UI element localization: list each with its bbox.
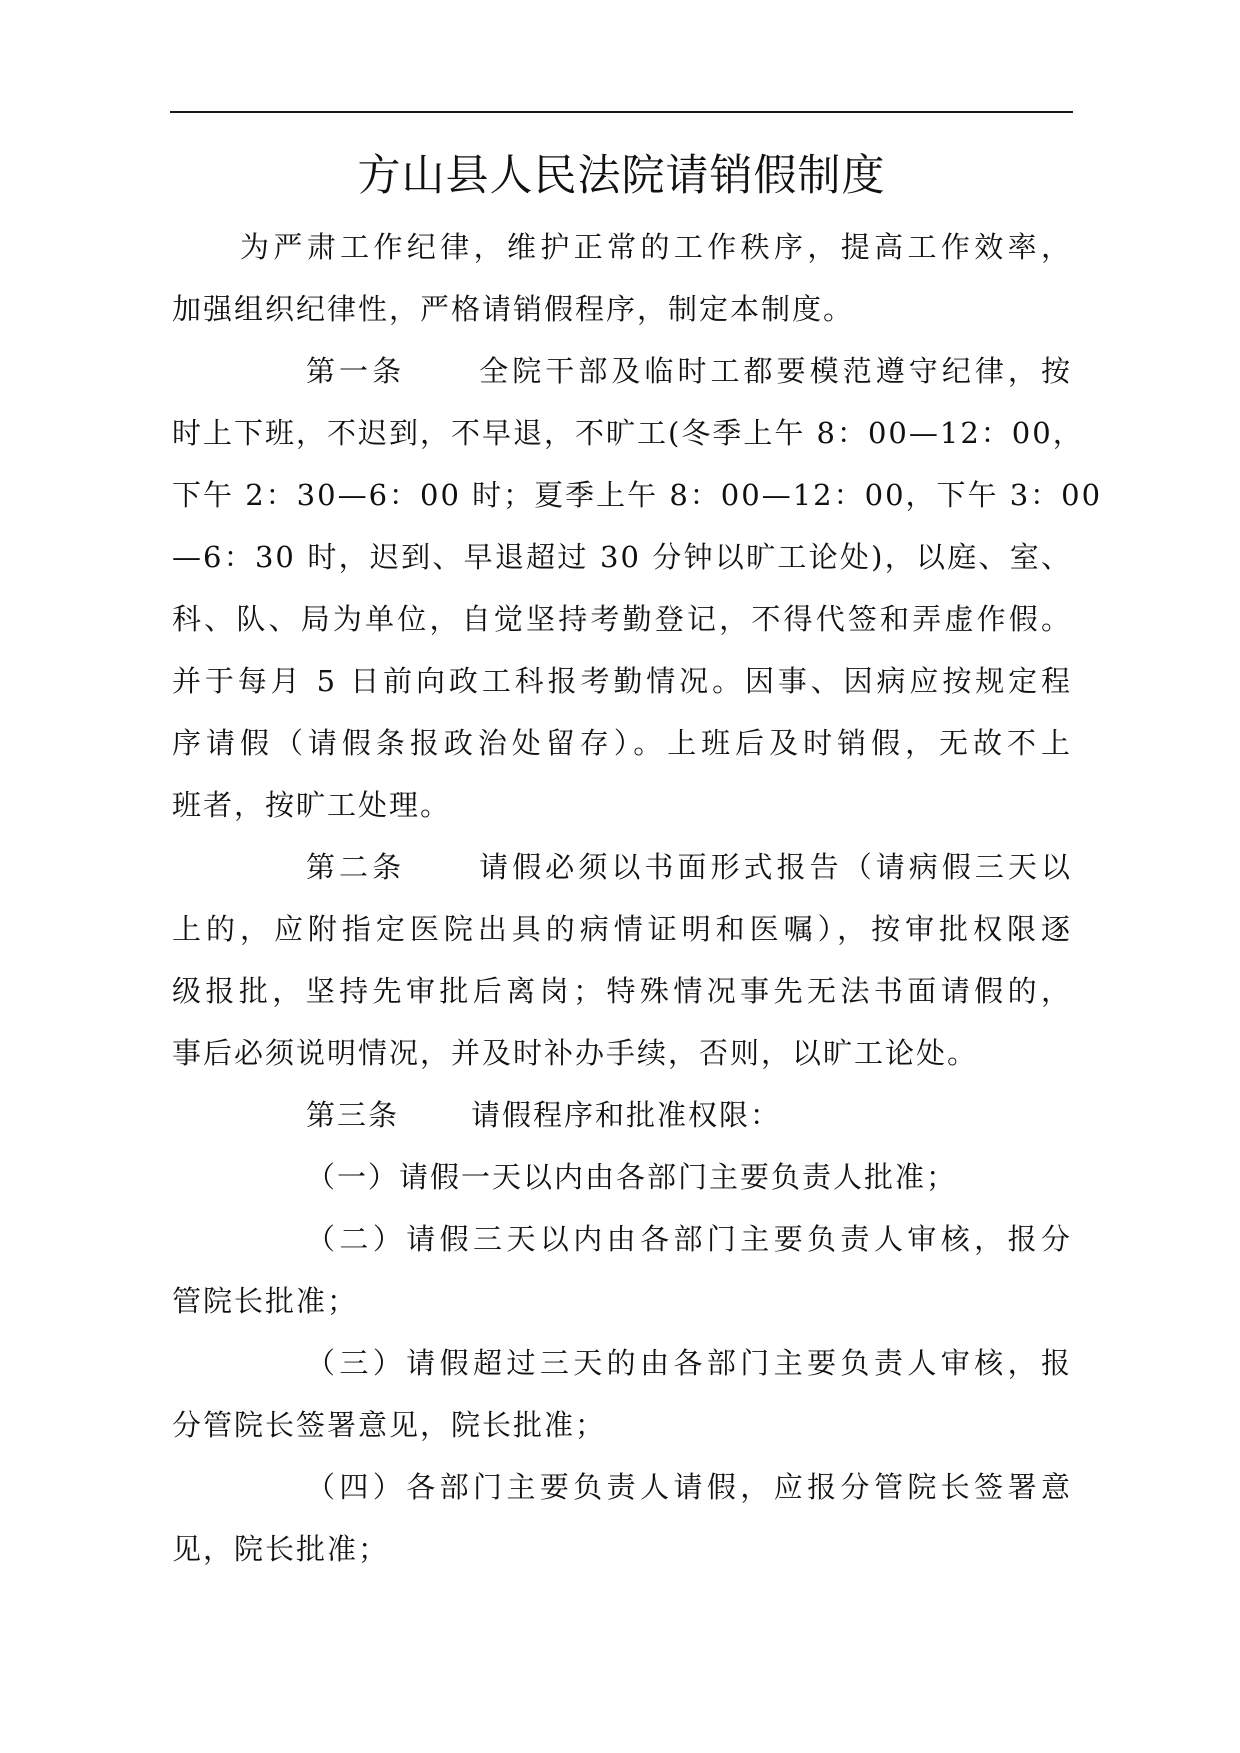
intro-line: 加强组织纪律性，严格请销假程序，制定本制度。 [172, 292, 855, 326]
article-1-label: 第一条 [306, 354, 406, 388]
document-title: 方山县人民法院请销假制度 [357, 151, 886, 201]
article-2-line: 级报批，坚持先审批后离岗；特殊情况事先无法书面请假的， [172, 974, 1072, 1008]
article-3-item-continued: 管院长批准； [172, 1284, 359, 1318]
document-body [172, 216, 1103, 1580]
article-1-line: —6：30 时，迟到、早退超过 30 分钟以旷工论处)，以庭、室、 [172, 540, 1072, 574]
article-2-first-line [172, 836, 1072, 898]
article-3-text: 请假程序和批准权限： [471, 1098, 782, 1132]
article-1-line: 下午 2：30—6：00 时；夏季上午 8：00—12：00，下午 3：00 [172, 478, 1103, 512]
article-3-item: （三）请假超过三天的由各部门主要负责人审核，报 [306, 1346, 1072, 1380]
article-3-item: （四）各部门主要负责人请假，应报分管院长签署意 [306, 1470, 1072, 1504]
intro-line: 为严肃工作纪律，维护正常的工作秩序，提高工作效率， [240, 230, 1072, 264]
article-1-line: 序请假（请假条报政治处留存）。上班后及时销假，无故不上 [172, 726, 1072, 760]
header-rule [170, 111, 1073, 113]
article-1-line: 并于每月 5 日前向政工科报考勤情况。因事、因病应按规定程 [172, 664, 1072, 698]
article-2-text: 请假必须以书面形式报告（请病假三天以 [477, 850, 1072, 884]
article-1-line: 班者，按旷工处理。 [172, 788, 452, 822]
article-3-item: （二）请假三天以内由各部门主要负责人审核，报分 [306, 1222, 1072, 1256]
article-2-label: 第二条 [306, 850, 406, 884]
article-3-item: （一）请假一天以内由各部门主要负责人批准； [306, 1160, 958, 1194]
article-3-first-line [172, 1084, 1072, 1146]
article-2-line: 事后必须说明情况，并及时补办手续，否则，以旷工论处。 [172, 1036, 979, 1070]
article-1-line: 时上下班，不迟到，不早退，不旷工(冬季上午 8：00—12：00， [172, 416, 1084, 450]
article-2-line: 上的，应附指定医院出具的病情证明和医嘱），按审批权限逐 [172, 912, 1072, 946]
article-3-item-continued: 分管院长签署意见，院长批准； [172, 1408, 607, 1442]
article-3-label: 第三条 [306, 1098, 400, 1132]
article-1-first-line [172, 340, 1072, 402]
article-1-line: 科、队、局为单位，自觉坚持考勤登记，不得代签和弄虚作假。 [172, 602, 1072, 636]
article-1-text: 全院干部及临时工都要模范遵守纪律，按 [477, 354, 1072, 388]
article-3-item-continued: 见，院长批准； [172, 1532, 390, 1566]
